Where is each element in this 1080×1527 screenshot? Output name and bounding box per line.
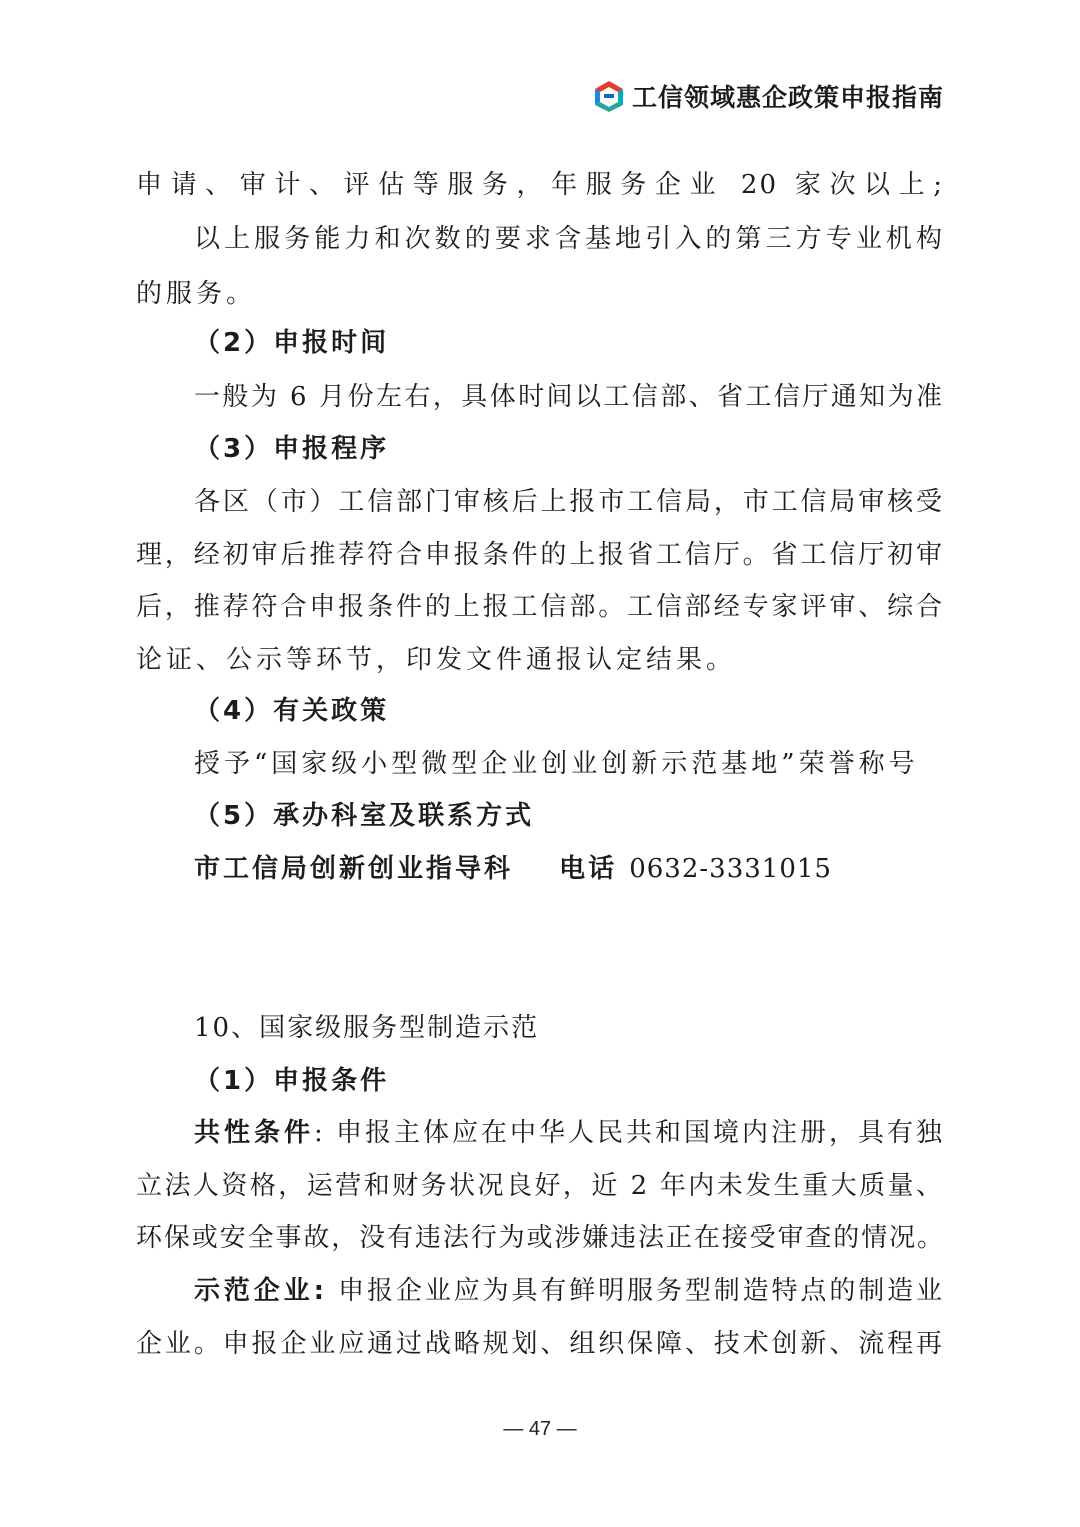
text-line xyxy=(194,1278,944,1304)
text-line: 以上服务能力和次数的要求含基地引入的第三方专业机构 xyxy=(194,224,944,254)
section-heading: （2）申报时间 xyxy=(194,328,390,358)
text-line: 环保或安全事故，没有违法行为或涉嫌违法正在接受审查的情况。 xyxy=(136,1223,944,1253)
demo-enterprise-text: 申报企业应为具有鲜明服务型制造特点的制造业 xyxy=(326,1276,945,1306)
text-line: 立法人资格，运营和财务状况良好，近 2 年内未发生重大质量、 xyxy=(136,1171,944,1201)
common-conditions-text: : 申报主体应在中华人民共和国境内注册，具有独 xyxy=(314,1118,944,1148)
text-line: 各区（市）工信部门审核后上报市工信局，市工信局审核受 xyxy=(194,487,944,517)
contact-phone-label: 电话 xyxy=(559,854,618,884)
page-number: — 47 — xyxy=(503,1418,577,1440)
section-heading: （3）申报程序 xyxy=(194,434,390,464)
page-header xyxy=(592,76,944,116)
text-line: 理，经初审后推荐符合申报条件的上报省工信厅。省工信厅初审 xyxy=(136,540,944,570)
header-title: 工信领域惠企政策申报指南 xyxy=(631,83,944,112)
text-line: 授予“国家级小型微型企业创业创新示范基地”荣誉称号 xyxy=(194,749,919,779)
common-conditions-label: 共性条件 xyxy=(194,1118,314,1148)
section-title: 10、国家级服务型制造示范 xyxy=(194,1013,540,1043)
section-heading: （4）有关政策 xyxy=(194,696,390,726)
text-line: 的服务。 xyxy=(136,279,257,309)
text-line: 申请、审计、评估等服务，年服务企业 20 家次以上; xyxy=(136,170,944,200)
contact-line xyxy=(194,856,832,882)
contact-department: 市工信局创新创业指导科 xyxy=(194,854,514,884)
section-heading: （1）申报条件 xyxy=(194,1066,390,1096)
section-heading: （5）承办科室及联系方式 xyxy=(194,801,535,831)
text-line: 论证、公示等环节，印发文件通报认定结果。 xyxy=(136,645,737,675)
contact-phone: 0632-3331015 xyxy=(629,854,832,884)
text-line: 后，推荐符合申报条件的上报工信部。工信部经专家评审、综合 xyxy=(136,592,944,622)
demo-enterprise-label: 示范企业: xyxy=(194,1276,327,1306)
guide-logo-icon xyxy=(592,79,626,113)
text-line: 一般为 6 月份左右，具体时间以工信部、省工信厅通知为准 xyxy=(194,382,944,412)
text-line: 企业。申报企业应通过战略规划、组织保障、技术创新、流程再 xyxy=(136,1329,944,1359)
text-line xyxy=(194,1120,944,1146)
